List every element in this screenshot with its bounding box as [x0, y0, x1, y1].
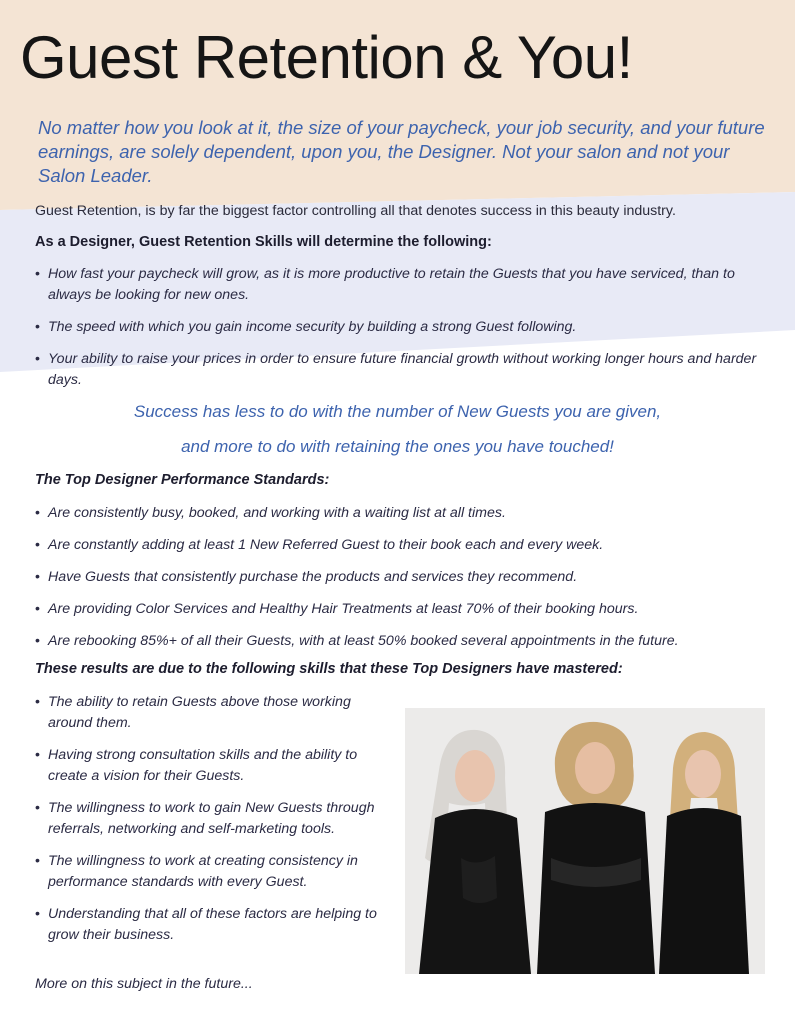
intro-paragraph: No matter how you look at it, the size of your paycheck, your job security, and your future earnings, are solely dependent, upon you, the Designer. Not your salon and not your Salon Leader.	[38, 117, 765, 186]
determine-heading: As a Designer, Guest Retention Skills will determine the following:	[35, 234, 492, 250]
list-item: • Have Guests that consistently purchase the products and services they recommend.	[35, 567, 780, 588]
list-item: • The speed with which you gain income security by building a strong Guest following.	[35, 317, 770, 338]
skills-heading: These results are due to the following skills that these Top Designers have mastered:	[35, 661, 623, 677]
determine-list	[35, 264, 770, 391]
page-title: Guest Retention & You!	[20, 24, 633, 91]
standards-heading: The Top Designer Performance Standards:	[35, 472, 330, 488]
skills-list	[35, 692, 395, 946]
designers-photo-illustration	[405, 708, 765, 974]
list-item: • Having strong consultation skills and the ability to create a vision for their Guests.	[35, 745, 395, 787]
list-item: • Are providing Color Services and Healthy Hair Treatments at least 70% of their booking hours.	[35, 599, 780, 620]
list-item: • Are rebooking 85%+ of all their Guests, with at least 50% booked several appointments in the future.	[35, 631, 780, 652]
list-item: • The willingness to work at creating consistency in performance standards with every Guest.	[35, 851, 395, 893]
list-item: • Understanding that all of these factors are helping to grow their business.	[35, 904, 395, 946]
standards-list	[35, 503, 780, 652]
quote-line-2: and more to do with retaining the ones you have touched!	[181, 437, 614, 456]
designers-photo	[405, 708, 765, 974]
list-item: • The ability to retain Guests above those working around them.	[35, 692, 395, 734]
quote-line-1: Success has less to do with the number of New Guests you are given,	[133, 402, 662, 421]
retention-statement: Guest Retention, is by far the biggest factor controlling all that denotes success in this beauty industry.	[35, 203, 676, 219]
list-item: • How fast your paycheck will grow, as it is more productive to retain the Guests that you have serviced, than to always be looking for new ones.	[35, 264, 770, 306]
list-item: • The willingness to work to gain New Guests through referrals, networking and self-marketing tools.	[35, 798, 395, 840]
list-item: • Your ability to raise your prices in order to ensure future financial growth without working longer hours and harder days.	[35, 349, 770, 391]
closing-note: More on this subject in the future...	[35, 976, 253, 992]
list-item: • Are constantly adding at least 1 New Referred Guest to their book each and every week.	[35, 535, 780, 556]
list-item: • Are consistently busy, booked, and working with a waiting list at all times.	[35, 503, 780, 524]
